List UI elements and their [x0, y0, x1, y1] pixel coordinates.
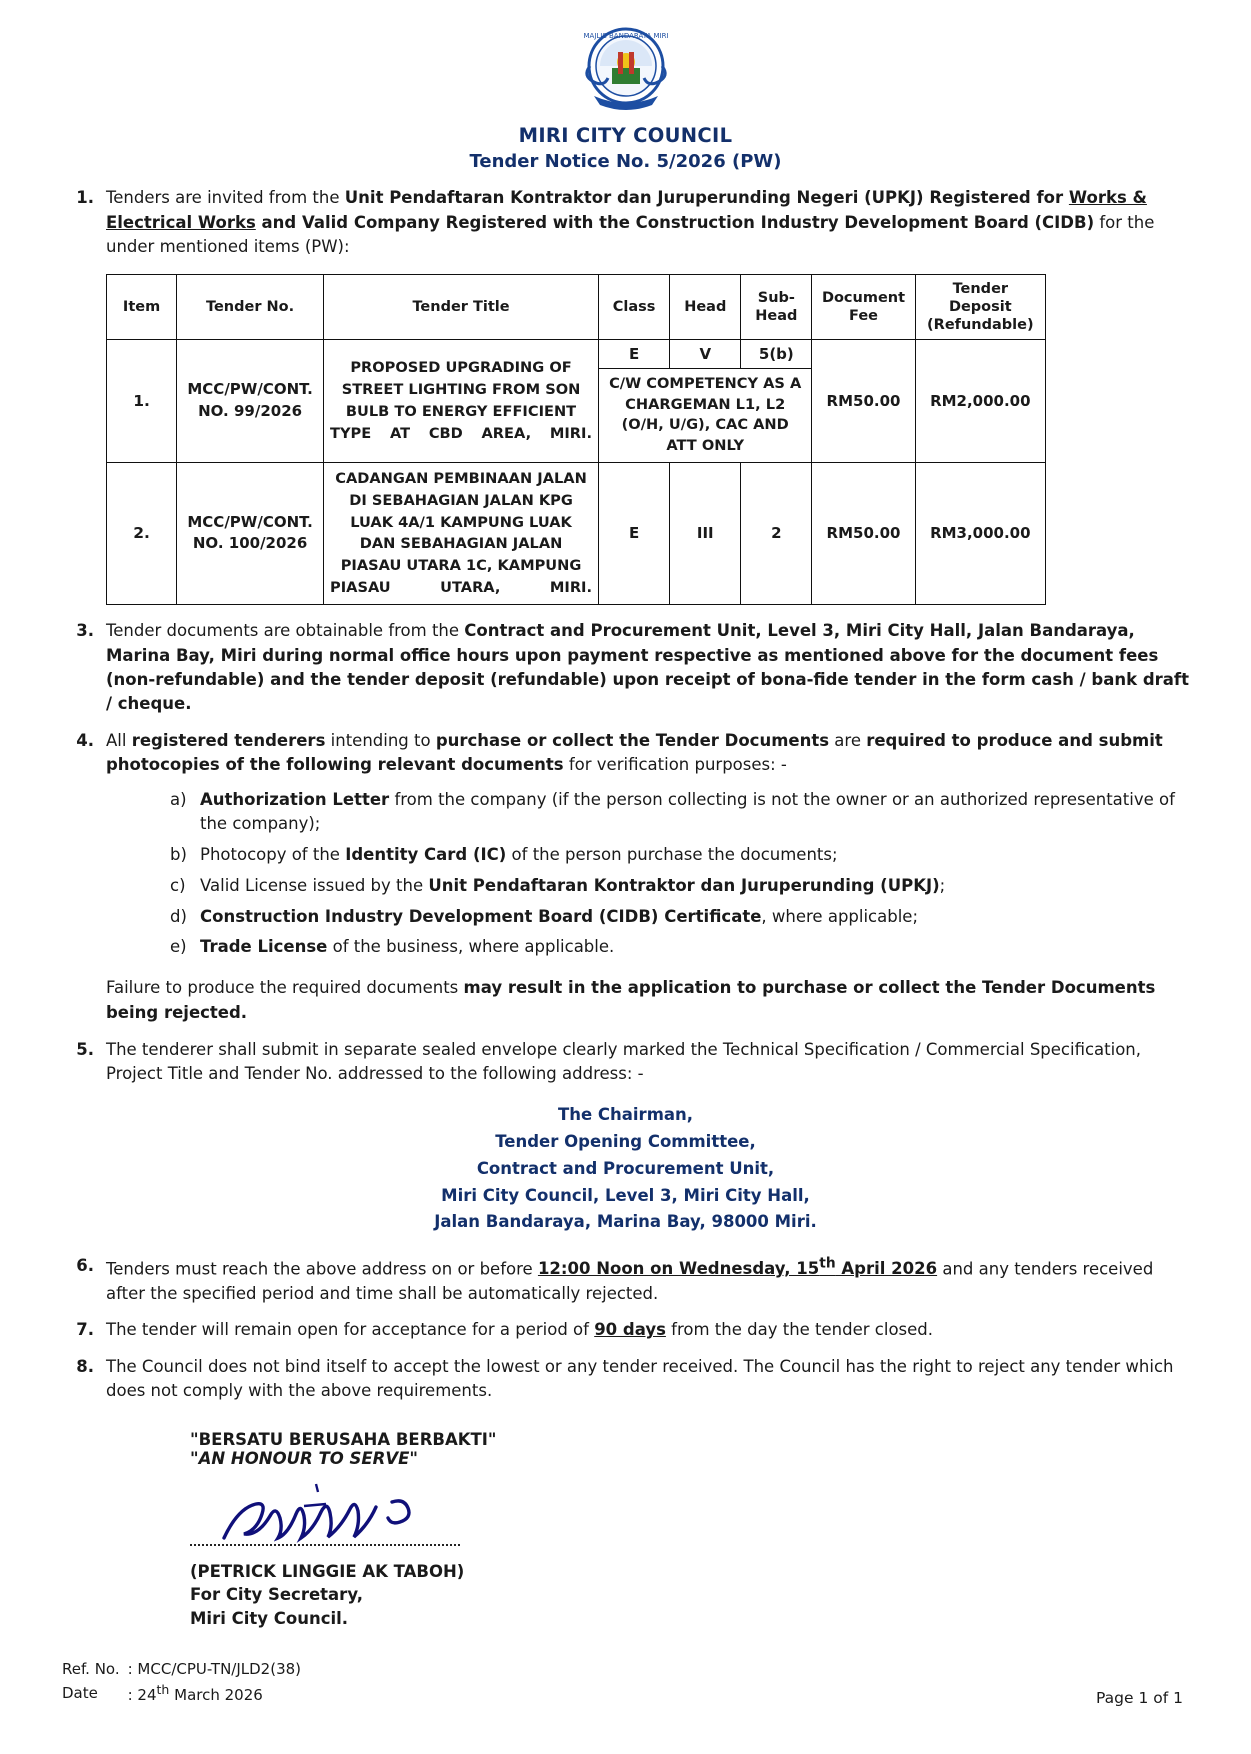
th-head: Head	[670, 274, 741, 339]
list-item-rest: ;	[939, 875, 946, 895]
page-footer	[60, 1657, 1191, 1707]
clause-5-number: 5.	[76, 1039, 94, 1059]
list-item-text	[200, 788, 1191, 838]
row2-item: 2.	[107, 462, 177, 604]
list-item-bold: Authorization Letter	[200, 789, 390, 809]
list-item-pre: Valid License issued by the	[200, 875, 429, 895]
th-tender-title: Tender Title	[324, 274, 599, 339]
reference-block	[60, 1657, 303, 1707]
row2-class: E	[599, 462, 670, 604]
list-item	[170, 843, 1191, 868]
signatory-name: (PETRICK LINGGIE AK TABOH)	[190, 1561, 465, 1581]
list-item-label: b)	[170, 845, 187, 865]
date-value-pre: : 24	[127, 1686, 157, 1705]
clause-3-part-b: Contract and Procurement Unit, Level 3, Miri City Hall, Jalan Bandaraya, Marina Bay, Miri during normal office hours upon payment respective as mentioned above for the document fees (non-refundable) and the tender deposit (refundable) upon receipt of bona-fide tender in the form cash / bank draft / cheque.	[106, 621, 1189, 714]
clause-4	[60, 729, 1191, 1026]
list-item-label: d)	[170, 906, 187, 926]
clause-8	[60, 1355, 1191, 1404]
required-documents-list	[170, 788, 1191, 961]
list-item	[170, 905, 1191, 930]
row1-competency: C/W COMPETENCY AS A CHARGEMAN L1, L2 (O/H, U/G), CAC AND ATT ONLY	[599, 368, 812, 462]
clause-8-text: The Council does not bind itself to accept the lowest or any tender received. The Council has the right to reject any tender which does not comply with the above requirements.	[106, 1356, 1174, 1401]
page-number: Page 1 of 1	[1096, 1689, 1183, 1708]
reference-row	[62, 1659, 301, 1679]
clause-1-part-d: and Valid Company Registered with the Construction Industry Development Board (CIDB)	[255, 212, 1095, 232]
submission-address	[60, 1102, 1191, 1236]
clause-4-part-a: All	[106, 730, 132, 750]
list-item	[170, 874, 1191, 899]
clause-4-part-f: required to produce and submit photocopies of the following relevant documents	[106, 730, 1163, 775]
clause-1-part-e: for the under mentioned items (PW):	[106, 212, 1155, 257]
row2-document-fee: RM50.00	[812, 462, 915, 604]
row1-document-fee: RM50.00	[812, 339, 915, 462]
clause-6-deadline-month: April 2026	[835, 1259, 938, 1279]
list-item-text	[200, 935, 614, 960]
clause-1-number: 1.	[76, 188, 94, 208]
crest-container	[60, 22, 1191, 121]
table-header-row	[107, 274, 1046, 339]
list-item	[170, 788, 1191, 838]
th-sub-head: Sub-Head	[741, 274, 812, 339]
svg-text:MAJLIS BANDARAYA MIRI: MAJLIS BANDARAYA MIRI	[582, 32, 669, 40]
th-tender-deposit: Tender Deposit (Refundable)	[915, 274, 1045, 339]
th-class: Class	[599, 274, 670, 339]
clause-4-part-e: are	[829, 730, 867, 750]
address-line-1: The Chairman,	[557, 1105, 694, 1125]
address-line-2: Tender Opening Committee,	[495, 1132, 756, 1152]
motto-english: "AN HONOUR TO SERVE"	[190, 1448, 418, 1468]
row1-item: 1.	[107, 339, 177, 462]
failure-note	[106, 976, 1191, 1026]
clause-6-part-d: and any tenders received after the specified period and time shall be automatically rejected.	[106, 1259, 1154, 1303]
address-line-4: Miri City Council, Level 3, Miri City Hall,	[441, 1185, 810, 1205]
clause-8-number: 8.	[76, 1356, 94, 1376]
th-item: Item	[107, 274, 177, 339]
date-value	[128, 1681, 301, 1705]
row1-tender-no: MCC/PW/CONT. NO. 99/2026	[177, 339, 324, 462]
date-value-sup: th	[156, 1682, 170, 1698]
row1-tender-deposit: RM2,000.00	[915, 339, 1045, 462]
clause-1-part-b: Unit Pendaftaran Kontraktor dan Juruperunding Negeri (UPKJ) Registered for	[344, 188, 1069, 208]
clause-5-text: The tenderer shall submit in separate sealed envelope clearly marked the Technical Specification / Commercial Specification, Project Title and Tender No. addressed to the following address: -	[106, 1039, 1142, 1083]
list-item-pre: Photocopy of the	[200, 845, 346, 865]
clause-4-number: 4.	[76, 730, 94, 750]
table-row	[107, 462, 1046, 604]
failure-note-part-b: may result in the application to purchase or collect the Tender Documents being rejected.	[106, 978, 1156, 1022]
date-value-post: March 2026	[169, 1686, 263, 1705]
clause-7-part-c: from the day the tender closed.	[665, 1320, 933, 1340]
row2-tender-no: MCC/PW/CONT. NO. 100/2026	[177, 462, 324, 604]
clause-7-number: 7.	[76, 1320, 94, 1340]
list-item	[170, 935, 1191, 960]
list-item-bold: Unit Pendaftaran Kontraktor dan Juruperunding (UPKJ)	[428, 875, 940, 895]
list-item-rest: , where applicable;	[761, 906, 919, 926]
clause-6-deadline-sup: th	[819, 1255, 836, 1272]
list-item-bold: Construction Industry Development Board (CIDB) Certificate	[200, 906, 762, 926]
th-document-fee: Document Fee	[812, 274, 915, 339]
clause-4-part-c: intending to	[325, 730, 436, 750]
tender-table	[106, 274, 1046, 606]
miri-city-council-crest-icon	[572, 22, 680, 117]
clause-3	[60, 619, 1191, 717]
list-item-rest: of the person purchase the documents;	[506, 845, 838, 865]
clause-1-text	[106, 186, 1191, 259]
clause-4-part-d: purchase or collect the Tender Documents	[435, 730, 830, 750]
row1-sub-head: 5(b)	[741, 339, 812, 368]
clause-1-part-a: Tenders are invited from the	[106, 188, 345, 208]
clause-1	[60, 186, 1191, 259]
clause-3-text	[106, 619, 1191, 717]
list-item-label: a)	[170, 789, 187, 809]
date-label: Date	[62, 1684, 98, 1703]
list-item-label: c)	[170, 875, 186, 895]
handwritten-signature-icon	[216, 1480, 476, 1558]
ref-value: : MCC/CPU-TN/JLD2(38)	[127, 1660, 302, 1679]
signature-area	[190, 1474, 1191, 1560]
clause-5	[60, 1038, 1191, 1087]
signatory-organization: Miri City Council.	[190, 1609, 349, 1629]
clause-4-part-g: for verification purposes: -	[563, 755, 787, 775]
list-item-text	[200, 905, 918, 930]
row2-tender-deposit: RM3,000.00	[915, 462, 1045, 604]
list-item-text	[200, 874, 945, 899]
clause-1-part-c: Works & Electrical Works	[106, 188, 1147, 232]
row2-title: CADANGAN PEMBINAAN JALAN DI SEBAHAGIAN JALAN KPG LUAK 4A/1 KAMPUNG LUAK DAN SEBAHAGIAN JALAN PIASAU UTARA 1C, KAMPUNG PIASAU UTARA, MIRI.	[324, 462, 599, 604]
clause-6-deadline	[537, 1255, 938, 1279]
clause-7	[60, 1318, 1191, 1342]
row2-sub-head: 2	[741, 462, 812, 604]
clause-6-part-a: Tenders must reach the above address on or before	[106, 1259, 538, 1279]
clause-6	[60, 1254, 1191, 1306]
document-title: Tender Notice No. 5/2026 (PW)	[469, 151, 782, 173]
clause-4-text	[106, 729, 1191, 1026]
row1-class: E	[599, 339, 670, 368]
clause-7-text	[106, 1318, 1191, 1342]
list-item-bold: Identity Card (IC)	[345, 845, 507, 865]
row2-head: III	[670, 462, 741, 604]
signature-line	[190, 1544, 460, 1546]
date-row	[62, 1681, 301, 1705]
row1-title: PROPOSED UPGRADING OF STREET LIGHTING FROM SON BULB TO ENERGY EFFICIENT TYPE AT CBD AREA, MIRI.	[324, 339, 599, 462]
list-item-rest: from the company (if the person collecting is not the owner or an authorized representative of the company);	[200, 789, 1175, 834]
failure-note-part-a: Failure to produce the required documents	[106, 978, 464, 998]
clause-3-number: 3.	[76, 621, 94, 641]
address-line-5: Jalan Bandaraya, Marina Bay, 98000 Miri.	[434, 1212, 817, 1232]
th-tender-no: Tender No.	[177, 274, 324, 339]
row1-head: V	[670, 339, 741, 368]
table-row	[107, 339, 1046, 368]
clause-4-part-b: registered tenderers	[131, 730, 326, 750]
list-item-bold: Trade License	[200, 937, 328, 957]
ref-label: Ref. No.	[62, 1660, 120, 1679]
list-item-rest: of the business, where applicable.	[327, 937, 615, 957]
address-line-3: Contract and Procurement Unit,	[476, 1158, 775, 1178]
organization-title: MIRI CITY COUNCIL	[518, 124, 733, 147]
motto-malay: "BERSATU BERUSAHA BERBAKTI"	[190, 1429, 497, 1449]
clause-6-number: 6.	[76, 1255, 94, 1275]
clause-7-period: 90 days	[594, 1320, 666, 1340]
signatory-position: For City Secretary,	[190, 1585, 364, 1605]
clause-6-deadline-date: 12:00 Noon on Wednesday, 15	[537, 1259, 820, 1279]
list-item-text	[200, 843, 838, 868]
clause-3-part-a: Tender documents are obtainable from the	[106, 621, 465, 641]
signature-block	[190, 1430, 1191, 1632]
clause-7-part-a: The tender will remain open for acceptance for a period of	[106, 1320, 595, 1340]
list-item-label: e)	[170, 937, 187, 957]
clause-6-text	[106, 1254, 1191, 1306]
